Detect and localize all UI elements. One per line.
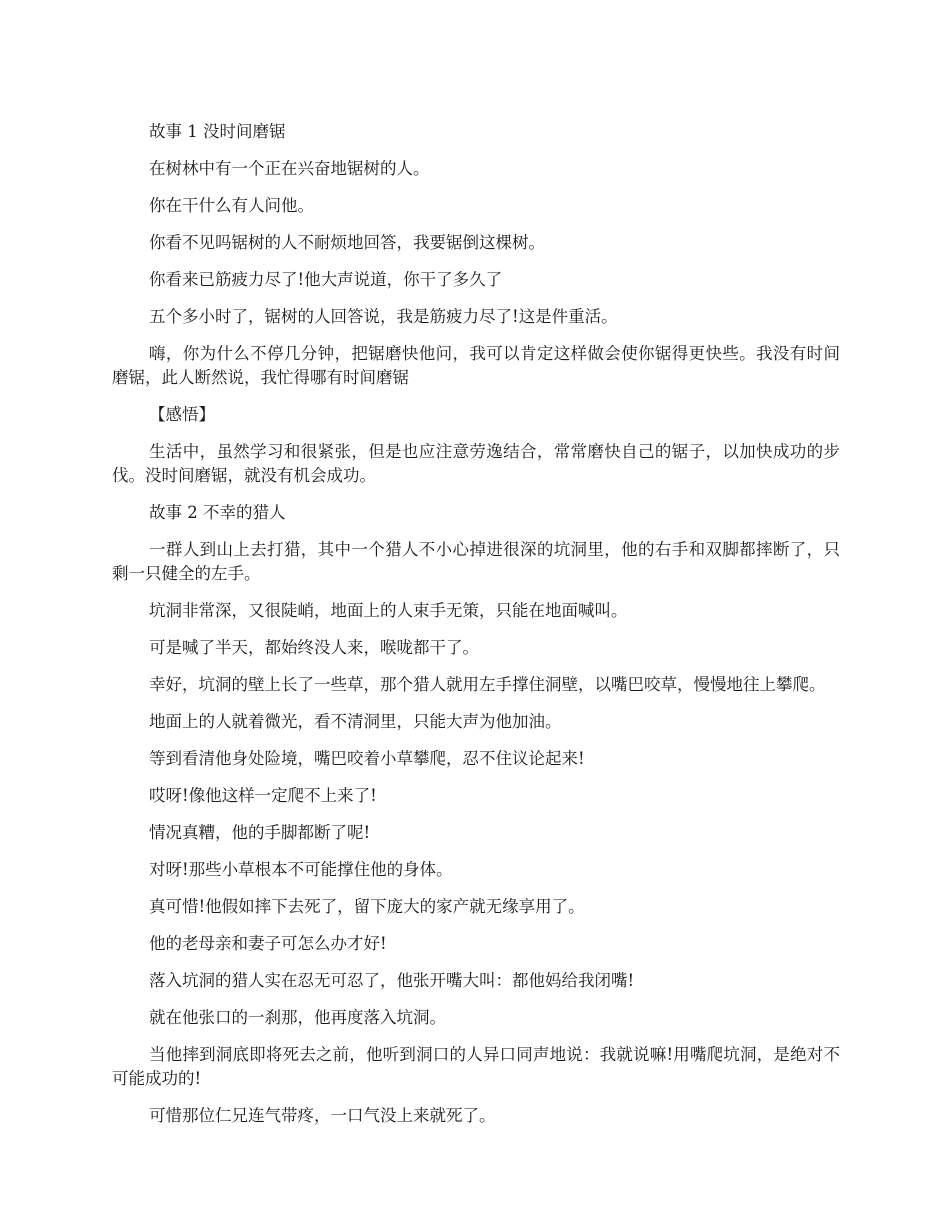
paragraph: 哎呀!像他这样一定爬不上来了!	[149, 786, 377, 805]
paragraph: 就在他张口的一刹那，他再度落入坑洞。	[149, 1008, 446, 1027]
paragraph: 你看不见吗锯树的人不耐烦地回答，我要锯倒这棵树。	[149, 233, 545, 252]
paragraph: 可是喊了半天，都始终没人来，喉咙都干了。	[149, 638, 479, 657]
paragraph: 真可惜!他假如摔下去死了，留下庞大的家产就无缘享用了。	[149, 897, 585, 916]
story-2-title: 故事 2 不幸的猎人	[149, 503, 286, 522]
document-body	[112, 120, 840, 1141]
story-1-title: 故事 1 没时间磨锯	[149, 122, 286, 141]
paragraph: 坑洞非常深，又很陡峭，地面上的人束手无策，只能在地面喊叫。	[149, 601, 628, 620]
paragraph: 对呀!那些小草根本不可能撑住他的身体。	[149, 860, 453, 879]
paragraph: 在树林中有一个正在兴奋地锯树的人。	[149, 159, 430, 178]
paragraph: 幸好，坑洞的壁上长了一些草，那个猎人就用左手撑住洞壁，以嘴巴咬草，慢慢地往上攀爬。	[149, 675, 826, 694]
paragraph: 当他摔到洞底即将死去之前，他听到洞口的人异口同声地说：我就说嘛!用嘴爬坑洞，是绝对不可能成功的!	[112, 1045, 840, 1088]
paragraph: 五个多小时了，锯树的人回答说，我是筋疲力尽了!这是件重活。	[149, 307, 618, 326]
paragraph: 地面上的人就着微光，看不清洞里，只能大声为他加油。	[149, 712, 562, 731]
paragraph: 你在干什么有人问他。	[149, 196, 314, 215]
paragraph: 他的老母亲和妻子可怎么办才好!	[149, 934, 387, 953]
insight-heading: 【感悟】	[149, 405, 215, 424]
paragraph: 情况真糟，他的手脚都断了呢!	[149, 823, 371, 842]
paragraph: 生活中，虽然学习和很紧张，但是也应注意劳逸结合，常常磨快自己的锯子，以加快成功的步伐。没时间磨锯，就没有机会成功。	[112, 442, 840, 485]
paragraph: 你看来已筋疲力尽了!他大声说道，你干了多久了	[149, 270, 503, 289]
paragraph: 可惜那位仁兄连气带疼，一口气没上来就死了。	[149, 1106, 496, 1125]
paragraph: 落入坑洞的猎人实在忍无可忍了，他张开嘴大叫：都他妈给我闭嘴!	[149, 971, 635, 990]
paragraph: 一群人到山上去打猎，其中一个猎人不小心掉进很深的坑洞里，他的右手和双脚都摔断了，只剩一只健全的左手。	[112, 540, 840, 583]
paragraph: 嗨，你为什么不停几分钟，把锯磨快他问，我可以肯定这样做会使你锯得更快些。我没有时间磨锯，此人断然说，我忙得哪有时间磨锯	[112, 344, 840, 387]
paragraph: 等到看清他身处险境，嘴巴咬着小草攀爬，忍不住议论起来!	[149, 749, 585, 768]
